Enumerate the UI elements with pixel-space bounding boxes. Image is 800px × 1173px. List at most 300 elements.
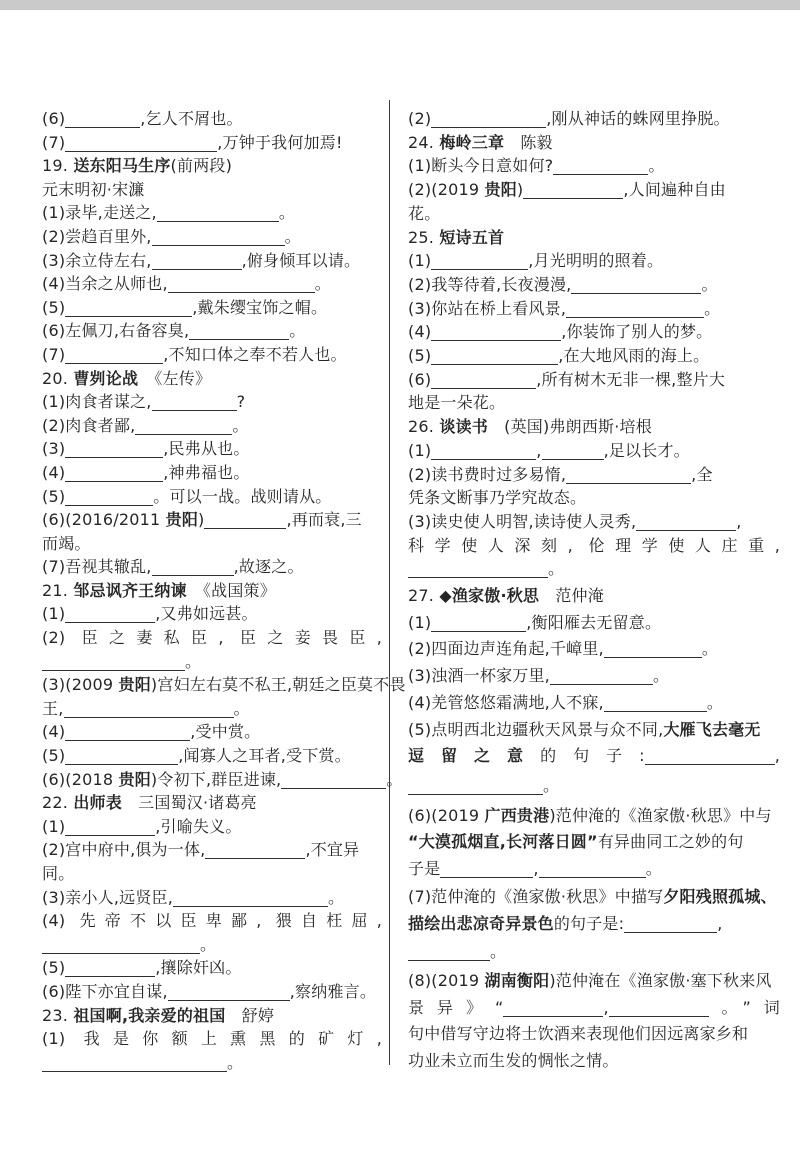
answer-blank (152, 252, 242, 269)
bold-emphasis: 贵阳 (484, 180, 517, 200)
text-segment: , (717, 913, 723, 933)
bold-emphasis: 逗留之意 (408, 746, 541, 766)
text-segment: (5) (42, 958, 66, 978)
text-line (42, 1051, 382, 1075)
text-segment: 。 (200, 934, 217, 954)
answer-blank (553, 158, 648, 175)
text-segment: ,衡阳雁去无留意。 (526, 612, 662, 632)
answer-blank (440, 861, 533, 878)
text-segment: (3)余立侍左右, (42, 250, 152, 270)
text-segment: 20. (42, 368, 74, 388)
answer-blank (152, 229, 285, 246)
text-segment: 。 (652, 666, 670, 686)
text-segment: ,再而衰,三 (286, 510, 362, 530)
bold-emphasis: 描绘出悲凉奇异景色 (408, 913, 554, 933)
bold-emphasis: 渔家傲·秋思 (451, 586, 540, 606)
text-segment: ,戴朱缨宝饰之帽。 (192, 297, 328, 317)
text-segment: 。 (227, 1052, 244, 1072)
text-segment: 句中借写守边将士饮酒来表现他们因远离家乡和 (408, 1024, 749, 1044)
text-segment: 。 (328, 887, 345, 907)
text-line (42, 343, 382, 367)
text-line (408, 804, 780, 828)
answer-blank (604, 695, 707, 712)
text-line (42, 225, 382, 249)
text-line (42, 956, 382, 980)
text-segment: 。 (706, 692, 724, 712)
answer-blank (65, 606, 155, 623)
text-segment: , (603, 997, 609, 1017)
answer-blank (431, 348, 558, 365)
answer-blank (550, 668, 653, 685)
text-line (42, 107, 382, 131)
text-segment: 地是一朵花。 (408, 393, 506, 413)
text-line (42, 555, 382, 579)
text-line (42, 485, 382, 509)
answer-blank (64, 701, 234, 718)
text-line (408, 664, 780, 688)
text-segment: 陈毅 (504, 132, 553, 152)
text-line (408, 391, 780, 415)
text-line (42, 720, 382, 744)
text-segment: (1) (408, 251, 432, 271)
text-line (42, 390, 382, 414)
text-segment: )范仲淹的《渔家傲·秋思》中与 (549, 805, 772, 825)
text-segment: 。 (701, 274, 718, 294)
text-segment: 21. (42, 580, 74, 600)
answer-blank (566, 466, 691, 483)
answer-blank (431, 371, 536, 388)
text-segment: )宫妇左右莫不私王,朝廷之臣莫不畏 (150, 675, 406, 695)
answer-blank (65, 724, 190, 741)
answer-blank (42, 653, 185, 670)
text-line (408, 584, 780, 608)
answer-blank (431, 614, 526, 631)
text-segment: 三国蜀汉·诸葛亮 (121, 793, 257, 813)
text-segment: (前两段) (170, 156, 233, 176)
answer-blank (503, 999, 603, 1016)
text-line (42, 980, 382, 1004)
text-segment: (7) (42, 132, 66, 152)
text-line (42, 131, 382, 155)
text-segment: (6) (42, 109, 66, 128)
text-segment: (7) (42, 344, 66, 364)
text-segment: )范仲淹在《渔家傲·塞下秋来风 (549, 970, 772, 990)
text-segment: (4) (408, 322, 432, 342)
answer-blank (609, 999, 709, 1016)
text-line (408, 611, 780, 635)
text-line (42, 508, 382, 532)
text-segment: (5) (42, 297, 66, 317)
text-segment: (2)读书费时过多易惰, (408, 464, 567, 484)
text-segment: (2) 臣之妻私臣, 臣之妾畏臣, (42, 628, 382, 648)
column-divider (389, 100, 390, 1065)
answer-blank (281, 771, 386, 788)
text-segment: ,万钟于我何加焉! (217, 132, 343, 152)
text-segment: (6) (408, 369, 432, 389)
answer-blank (431, 111, 546, 128)
text-segment: 。 (284, 226, 301, 246)
text-segment: (7)范仲淹的《渔家傲·秋思》中描写 (408, 886, 664, 906)
text-segment: ? (236, 392, 246, 412)
bold-emphasis: “大漠孤烟直,长河落日圆” (408, 832, 598, 852)
text-segment: ) (198, 510, 205, 530)
text-segment: ,察纳雅言。 (289, 981, 377, 1001)
text-line (408, 415, 780, 439)
text-line (408, 940, 780, 964)
text-segment: (2)肉食者鄙, (42, 415, 136, 435)
text-line (42, 626, 382, 650)
bold-emphasis: 贵阳 (118, 675, 151, 695)
text-line (42, 579, 382, 603)
text-segment: 凭条文断事乃学究故态。 (408, 488, 587, 508)
text-segment: 。 (386, 769, 403, 789)
answer-blank (168, 276, 315, 293)
text-line (408, 320, 780, 344)
text-segment: (2) (408, 109, 432, 128)
text-segment: 。 (233, 698, 250, 718)
text-line (408, 202, 780, 226)
text-line (408, 297, 780, 321)
text-segment: (2)(2019 (408, 180, 485, 200)
text-line (408, 178, 780, 202)
answer-blank (65, 465, 163, 482)
text-segment: ,刚从神话的蛛网里挣脱。 (546, 109, 730, 128)
text-line (42, 744, 382, 768)
text-line (42, 154, 382, 178)
answer-blank (65, 441, 163, 458)
answer-blank (157, 205, 279, 222)
text-segment: 科学使人深刻, 伦理学使人庄重, (408, 535, 780, 555)
answer-blank (408, 778, 543, 795)
answer-blank (431, 443, 536, 460)
answer-blank (152, 559, 234, 576)
bold-emphasis: 曹刿论战 (73, 368, 139, 388)
text-segment: (5) (42, 746, 66, 766)
answer-blank (431, 253, 528, 270)
text-line (42, 815, 382, 839)
text-line (408, 344, 780, 368)
text-line (408, 368, 780, 392)
text-segment: 王, (42, 698, 64, 718)
answer-blank (65, 111, 140, 128)
text-segment: (3) (42, 439, 66, 459)
text-line (42, 178, 382, 202)
text-line (408, 463, 780, 487)
text-line (408, 830, 780, 854)
answer-blank (566, 300, 704, 317)
text-line (408, 857, 780, 881)
text-line (42, 697, 382, 721)
text-segment: (1)肉食者谋之, (42, 392, 152, 412)
text-segment: ,闻寡人之耳者,受下赏。 (178, 746, 351, 766)
text-segment: 19. (42, 156, 74, 176)
text-segment: 《左传》 (138, 368, 212, 388)
text-segment: 元末明初·宋濂 (42, 179, 145, 199)
answer-blank (539, 861, 646, 878)
bold-emphasis: 湖南衡阳 (484, 970, 550, 990)
text-segment: ,民弗从也。 (163, 439, 250, 459)
text-segment: (3)(2009 (42, 675, 119, 695)
text-segment: 的句子: (540, 746, 645, 766)
text-line (408, 969, 780, 993)
bold-emphasis: 出师表 (73, 793, 122, 813)
text-segment: 舒婷 (225, 1005, 275, 1025)
text-line (408, 996, 780, 1020)
text-line (408, 774, 780, 798)
text-segment: (1)录毕,走送之, (42, 203, 157, 223)
text-segment: 《战国策》 (186, 580, 276, 600)
text-line (408, 534, 780, 558)
answer-blank (189, 323, 289, 340)
text-segment: 22. (42, 793, 74, 813)
text-line (42, 862, 382, 886)
text-line (408, 1049, 780, 1073)
text-segment: )令初下,群臣进谏, (150, 769, 282, 789)
text-segment: 。 (278, 203, 296, 223)
text-segment: 花。 (408, 203, 441, 223)
text-line (408, 885, 780, 909)
bold-emphasis: 广西贵港 (484, 805, 550, 825)
text-segment: 。可以一战。战则请从。 (153, 486, 332, 506)
answer-blank (65, 299, 192, 316)
text-segment: (2)四面边声连角起,千嶂里, (408, 639, 604, 659)
text-segment: (3)你站在桥上看风景, (408, 298, 567, 318)
text-segment: 24. (408, 132, 440, 152)
text-segment: 的句子是: (553, 913, 625, 933)
text-line (42, 838, 382, 862)
text-segment: 子是 (408, 859, 441, 879)
text-segment: ,俯身倾耳以请。 (241, 250, 361, 270)
text-line (42, 461, 382, 485)
text-segment: (4) (42, 722, 66, 742)
text-segment: ,足以长才。 (603, 440, 690, 460)
text-segment: ,神弗福也。 (163, 462, 250, 482)
text-line (408, 912, 780, 936)
text-line (408, 510, 780, 534)
text-segment: 景异》“ (408, 997, 504, 1017)
text-line (408, 226, 780, 250)
text-line (42, 437, 382, 461)
text-segment: (2)尝趋百里外, (42, 226, 152, 246)
bold-emphasis: 梅岭三章 (439, 132, 505, 152)
text-segment: 而竭。 (42, 533, 91, 553)
text-segment: 。 (543, 775, 560, 795)
bold-emphasis: 祖国啊,我亲爱的祖国 (73, 1005, 226, 1025)
text-segment: 。 (701, 639, 719, 659)
text-line (408, 154, 780, 178)
text-line (408, 744, 780, 768)
answer-blank (65, 488, 153, 505)
text-segment: , (736, 511, 742, 531)
text-line (42, 768, 403, 792)
text-segment: 。 (645, 859, 662, 879)
text-line (42, 1004, 382, 1028)
right-column (408, 107, 780, 1073)
text-segment: (英国)弗朗西斯·培根 (487, 417, 652, 437)
answer-blank (636, 514, 736, 531)
text-segment: (8)(2019 (408, 970, 485, 990)
text-segment: (1) 我是你额上熏黑的矿灯, (42, 1029, 382, 1049)
text-segment: ,全 (691, 464, 713, 484)
text-line (42, 296, 382, 320)
bold-emphasis: 谈读书 (439, 417, 488, 437)
text-segment: ) (516, 180, 524, 200)
answer-blank (42, 936, 200, 953)
answer-blank (205, 842, 305, 859)
text-line (42, 249, 382, 273)
text-line (42, 886, 382, 910)
answer-blank (542, 443, 604, 460)
text-segment: ,又弗如远甚。 (155, 604, 258, 624)
bold-emphasis: 送东阳马生序 (73, 156, 171, 176)
text-segment: 23. (42, 1005, 74, 1025)
text-line (42, 532, 382, 556)
text-line (408, 557, 780, 581)
bold-emphasis: 夕阳残照孤城、 (663, 886, 777, 906)
text-segment: (2)我等待着,长夜漫漫, (408, 274, 572, 294)
bold-emphasis: 大雁飞去毫无 (663, 719, 761, 739)
text-segment: 。 (704, 298, 721, 318)
text-segment: 有异曲同工之妙的句 (597, 832, 744, 852)
text-segment: 。 (232, 415, 249, 435)
text-segment: (4) (42, 462, 66, 482)
text-line (408, 691, 780, 715)
answer-blank (65, 134, 217, 151)
bold-emphasis: 贵阳 (165, 510, 199, 530)
text-segment: (3)亲小人,远贤臣, (42, 887, 174, 907)
text-line (42, 367, 382, 391)
text-line (408, 249, 780, 273)
text-segment: 。 (314, 274, 331, 294)
answer-blank (523, 182, 623, 199)
text-segment: (1) (408, 440, 432, 460)
answer-blank (65, 819, 155, 836)
text-line (408, 1022, 780, 1046)
bold-emphasis: 贵阳 (118, 769, 151, 789)
text-line (42, 414, 382, 438)
text-line (42, 909, 382, 933)
text-line (408, 131, 780, 155)
text-segment: 功业未立而生发的惆怅之情。 (408, 1051, 619, 1071)
answer-blank (408, 561, 548, 578)
text-segment: (6)(2019 (408, 805, 485, 825)
text-line (42, 602, 382, 626)
text-segment: (3)浊酒一杯家万里, (408, 666, 550, 686)
text-segment: 。 (548, 559, 565, 579)
answer-blank (42, 1054, 227, 1071)
text-segment: (6)陛下亦宜自谋, (42, 981, 168, 1001)
text-segment: 。 (490, 942, 507, 962)
text-segment: , (533, 859, 539, 879)
left-column (42, 107, 406, 1074)
answer-blank (65, 748, 178, 765)
text-segment: (1) (408, 612, 432, 632)
answer-blank (65, 960, 155, 977)
bold-emphasis: 短诗五首 (439, 227, 505, 247)
text-segment: 同。 (42, 864, 75, 883)
text-segment: 。”词 (708, 997, 780, 1017)
text-line (408, 718, 780, 742)
text-segment: (1)断头今日意如何? (408, 156, 554, 176)
answer-blank (135, 417, 232, 434)
text-segment: (6)(2016/2011 (42, 510, 166, 530)
text-segment: ,不宜异 (305, 840, 360, 860)
text-segment: , (774, 746, 780, 766)
text-segment: ,在大地风雨的海上。 (558, 346, 710, 366)
answer-blank (173, 889, 328, 906)
text-segment: (6)左佩刀,右备容臭, (42, 321, 190, 341)
answer-blank (431, 324, 561, 341)
text-segment: 范仲淹 (539, 586, 604, 606)
text-segment: (4) 先帝不以臣卑鄙, 猥自枉屈, (42, 911, 382, 931)
text-line (42, 319, 382, 343)
text-segment: 。 (185, 651, 202, 671)
answer-blank (604, 641, 702, 658)
text-segment: (5) (42, 486, 66, 506)
text-line (42, 201, 382, 225)
text-segment: 。 (648, 156, 665, 176)
text-segment: ,月光明明的照着。 (528, 251, 664, 271)
text-line (42, 272, 382, 296)
answer-blank (408, 944, 490, 961)
text-segment: (4)当余之从师也, (42, 274, 168, 294)
text-segment: ,引喻失义。 (155, 816, 242, 836)
text-segment: (5)点明西北边疆秋天风景与众不同, (408, 719, 664, 739)
text-segment: (3)读史使人明智,读诗使人灵秀, (408, 511, 637, 531)
scanner-top-bar (0, 0, 800, 10)
answer-blank (152, 394, 237, 411)
text-segment: (5) (408, 346, 432, 366)
text-segment: 27. ◆ (408, 586, 452, 606)
text-segment: (4)羌管悠悠霜满地,人不寐, (408, 692, 604, 712)
text-line (408, 637, 780, 661)
text-line (42, 1027, 382, 1051)
answer-blank (204, 512, 286, 529)
text-segment: ,攘除奸凶。 (155, 958, 242, 978)
answer-blank (645, 748, 775, 765)
text-segment: (1) (42, 816, 66, 836)
text-segment: ,乞人不屑也。 (140, 109, 243, 128)
text-segment: (2)宫中府中,俱为一体, (42, 840, 206, 860)
text-segment: 。 (289, 321, 306, 341)
text-segment: ,人间遍种自由 (623, 180, 726, 200)
text-line (408, 486, 780, 510)
text-line (42, 650, 382, 674)
text-line (42, 673, 406, 697)
text-segment: ,所有树木无非一棵,整片大 (536, 369, 726, 389)
text-line (408, 439, 780, 463)
text-segment: ,故逐之。 (233, 557, 304, 577)
text-segment: 26. (408, 417, 440, 437)
text-segment: ,受中赏。 (190, 722, 261, 742)
text-segment: ,你装饰了别人的梦。 (561, 322, 713, 342)
text-line (408, 273, 780, 297)
text-segment: , (536, 440, 542, 460)
answer-blank (168, 984, 290, 1001)
text-line (42, 933, 382, 957)
bold-emphasis: 邹忌讽齐王纳谏 (73, 580, 187, 600)
text-segment: ,不知口体之奉不若人也。 (163, 344, 347, 364)
answer-blank (624, 915, 717, 932)
text-segment: 25. (408, 227, 440, 247)
answer-blank (571, 277, 701, 294)
text-line (408, 107, 780, 131)
answer-blank (65, 347, 163, 364)
text-line (42, 791, 382, 815)
text-segment: (7)吾视其辙乱, (42, 557, 152, 577)
text-segment: (6)(2018 (42, 769, 119, 789)
text-segment: (1) (42, 604, 66, 624)
